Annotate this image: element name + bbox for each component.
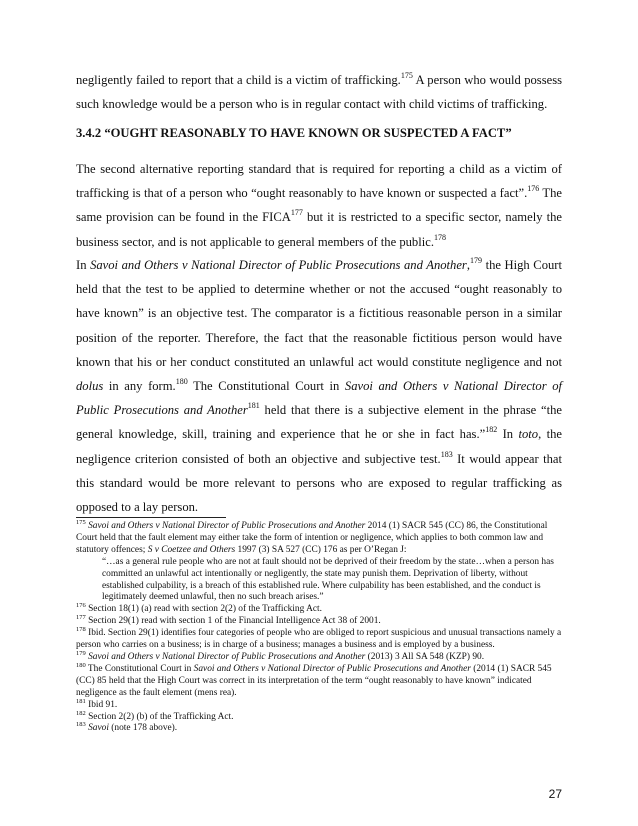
latin-term: dolus xyxy=(76,379,104,394)
footnote-175-quote: “…as a general rule people who are not at fault should not be deprived of their freedom by the state…when a person has committed an unlawful act intentionally or negligently, the state may punish them. Deprivation of liberty, without established culpability, is a breach of this established rule. Where culpability has been established, and the conduct is legitimately deemed unlawful, then no such breach arises.” xyxy=(102,556,554,603)
footnote-ref-179: 179 xyxy=(469,256,482,265)
footnote-183: $^{183}$ Savoi (note 178 above). xyxy=(76,721,178,734)
section-heading: 3.4.2 “OUGHT REASONABLY TO HAVE KNOWN OR SUSPECTED A FACT” xyxy=(76,126,512,140)
footnote-179: $^{179}$ Savoi and Others v National Director of Public Prosecutions and Another (2013) 3 All SA 548 (KZP) 90. xyxy=(76,649,485,662)
footnote-ref-182: 182 xyxy=(485,425,498,435)
footnote-178: $^{178}$ Ibid. Section 29(1) identifies four categories of people who are obliged to report suspicious and unusual transactions namely a person who carries on a business; is in charge of a business; manages a business and is employed by a business. xyxy=(76,626,562,651)
page-number: 27 xyxy=(548,787,562,801)
footnote-175: $^{175}$ Savoi and Others v National Director of Public Prosecutions and Another 2014 (1) SACR 545 (CC) 86, the Constitutional Court held that the fault element may either take the form of intention or negligence, which applies to both common law and statutory offences; S v Coetzee and Others 1997 (3) SA 527 (CC) 176 as per O’Regan J: xyxy=(76,519,548,555)
footnote-177: $^{177}$ Section 29(1) read with section 1 of the Financial Intelligence Act 38 of 2001. xyxy=(76,614,381,627)
footnote-ref-176: 176 xyxy=(527,184,540,194)
footnote-ref-180: 180 xyxy=(175,377,188,387)
footnote-176: $^{176}$ Section 18(1) (a) read with section 2(2) of the Trafficking Act. xyxy=(76,602,322,615)
footnote-ref-181: 181 xyxy=(247,401,260,411)
latin-term: toto xyxy=(518,427,539,442)
footnote-ref-183: 183 xyxy=(440,449,453,459)
footnote-ref-175: 175 xyxy=(400,71,413,80)
footnote-ref-178: 178 xyxy=(433,232,446,242)
footnotes xyxy=(76,521,562,735)
case-citation: Savoi and Others v National Director of Public Prosecutions and Another xyxy=(90,258,467,272)
case-citation: Savoi and Others v National Director of Public Prosecutions and Another xyxy=(76,379,562,418)
paragraph-2: The second alternative reporting standard that is required for reporting a child as a victim of trafficking is that of a person who “ought reasonably to have known or suspected a fact”.$^{176}$ The same provision can be found in the FICA$^{177}$ but it is restricted to a specific sector, namely the business sector, and is not applicable to general members of the public.$^{178}$ xyxy=(76,162,562,249)
footnote-180: $^{180}$ The Constitutional Court in Savoi and Others v National Director of Public Prosecutions and Another (2014 (1) SACR 545 (CC) 85 held that the High Court was correct in its interpretation of the term “ought reasonably to have known” indicated negligence as the fault element (mens rea). xyxy=(76,661,552,698)
footnote-ref-177: 177 xyxy=(290,208,303,218)
footnote-182: $^{182}$ Section 2(2) (b) of the Trafficking Act. xyxy=(76,709,234,722)
paragraph-1: negligently failed to report that a child is a victim of trafficking.$^{175}$ A person who would possess such knowledge would be a person who is in regular contact with child victims of trafficking. xyxy=(76,71,562,112)
footnote-divider xyxy=(76,517,226,518)
footnote-181: $^{181}$ Ibid 91. xyxy=(76,697,118,710)
paragraph-3: In Savoi and Others v National Director of Public Prosecutions and Another,$^{179}$ the High Court held that the test to be applied to determine whether or not the accused “ought reasonably to have known” is an objective test. The comparator is a fictitious reasonable person in a similar position of the reporter. Therefore, the fact that the reasonable fictitious person would have known that his or her conduct constituted an unlawful act would constitute negligence and not dolus in any form.$^{180}$ The Constitutional Court in Savoi and Others v National Director of Public Prosecutions and Another$^{181}$ held that there is a subjective element in the phrase “the general knowledge, skill, training and experience that he or she in fact has.”$^{182}$ In toto, the negligence criterion consisted of both an objective and subjective test.$^{183}$ It would appear that this standard would be more relevant to persons who are exposed to regular trafficking as opposed to a lay person. xyxy=(76,256,563,515)
